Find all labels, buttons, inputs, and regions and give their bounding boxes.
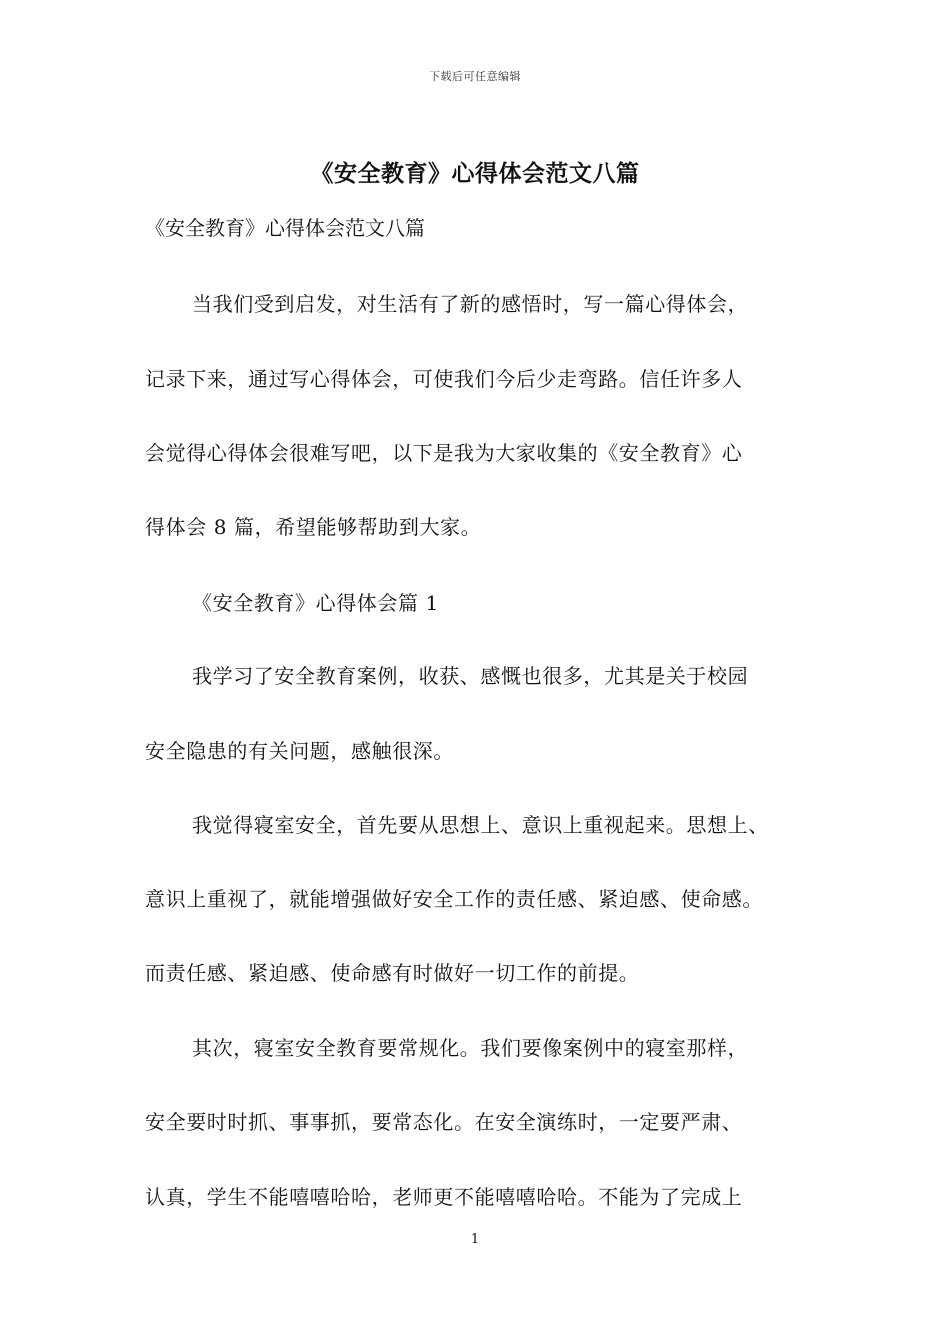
paragraph-line: 得体会 8 篇，希望能够帮助到大家。 bbox=[145, 515, 482, 539]
paragraph-line: 认真，学生不能嘻嘻哈哈，老师更不能嘻嘻哈哈。不能为了完成上 bbox=[145, 1185, 743, 1209]
paragraph-line: 安全隐患的有关问题，感触很深。 bbox=[145, 739, 454, 763]
document-title: 《安全教育》心得体会范文八篇 bbox=[310, 160, 640, 187]
paragraph-line: 我觉得寝室安全，首先要从思想上、意识上重视起来。思想上、 bbox=[192, 813, 769, 837]
paragraph-line: 意识上重视了，就能增强做好安全工作的责任感、紧迫感、使命感。 bbox=[145, 887, 763, 911]
paragraph-line: 安全要时时抓、事事抓，要常态化。在安全演练时，一定要严肃、 bbox=[145, 1110, 743, 1134]
page-number: 1 bbox=[470, 1232, 480, 1247]
paragraph-line: 我学习了安全教育案例，收获、感慨也很多，尤其是关于校园 bbox=[192, 664, 749, 688]
document-subtitle: 《安全教育》心得体会范文八篇 bbox=[145, 216, 425, 240]
paragraph-line: 当我们受到启发，对生活有了新的感悟时，写一篇心得体会， bbox=[192, 292, 749, 316]
paragraph-line: 记录下来，通过写心得体会，可使我们今后少走弯路。信任许多人 bbox=[145, 367, 743, 391]
paragraph-line: 会觉得心得体会很难写吧，以下是我为大家收集的《安全教育》心 bbox=[145, 441, 743, 465]
paragraph-line: 而责任感、紧迫感、使命感有时做好一切工作的前提。 bbox=[145, 961, 640, 985]
paragraph-line: 其次，寝室安全教育要常规化。我们要像案例中的寝室那样， bbox=[192, 1036, 749, 1060]
section-heading: 《安全教育》心得体会篇 1 bbox=[192, 591, 439, 615]
header-note: 下载后可任意编辑 bbox=[429, 70, 521, 83]
